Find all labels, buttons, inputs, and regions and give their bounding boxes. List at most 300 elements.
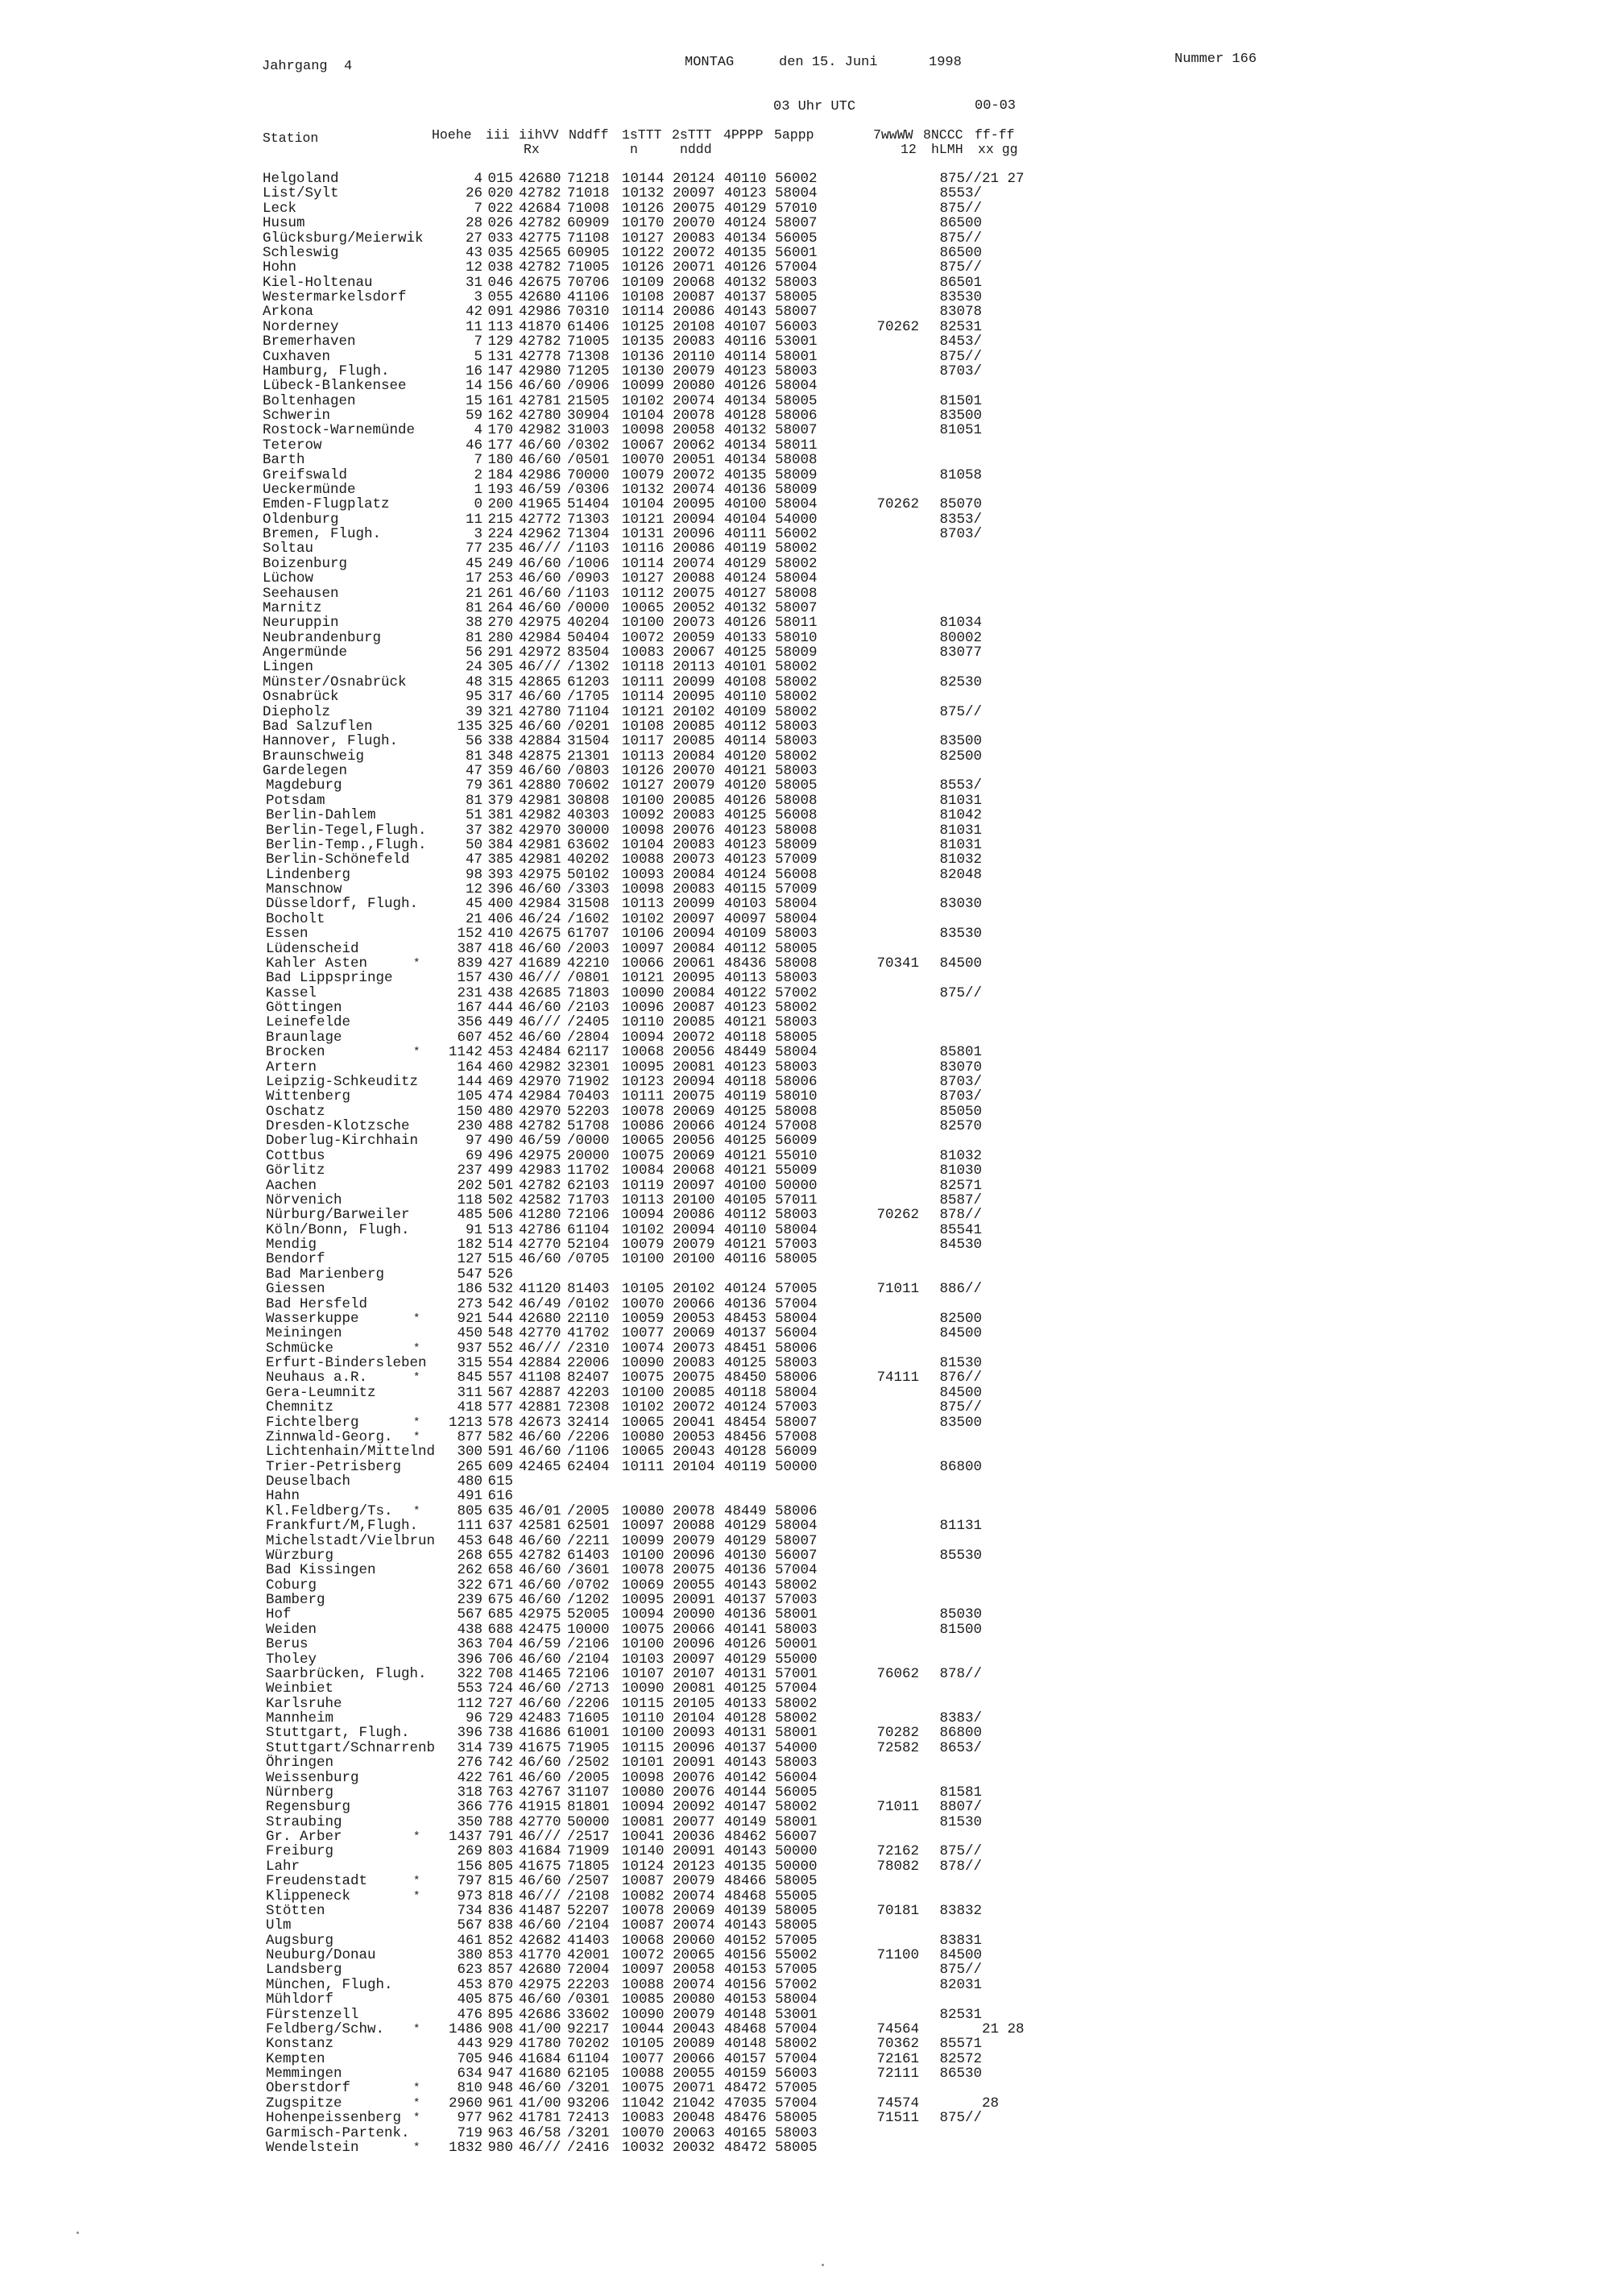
2sttt-value: 20072 [673,1399,715,1416]
iihvv-value: 42981 [519,852,561,868]
iii-value: 348 [487,748,513,765]
iihvv-value: 46/// [519,1829,561,1845]
1sttt-value: 10065 [622,1414,665,1431]
hoehe-value: 396 [457,1651,482,1668]
8nccc-value: 86501 [939,274,982,291]
2sttt-value: 20060 [673,1932,715,1949]
2sttt-value: 20043 [673,1444,715,1461]
iihvv-value: 42975 [519,1976,561,1993]
8nccc-value: 875// [939,703,982,720]
iii-value: 315 [487,673,513,690]
8nccc-value: 85030 [939,1606,982,1623]
8nccc-value: 84500 [939,955,982,972]
iihvv-value: 42975 [519,1606,561,1623]
5appp-value: 50000 [775,1858,818,1875]
4pppp-value: 40112 [724,1207,767,1224]
4pppp-value: 40100 [724,1177,767,1194]
4pppp-value: 40109 [724,926,767,943]
4pppp-value: 40119 [724,1088,767,1105]
nddff-value: 41403 [567,1932,610,1949]
iii-value: 438 [487,984,513,1001]
4pppp-value: 40119 [724,1458,767,1475]
hoehe-value: 152 [457,926,482,943]
nddff-value: 42203 [567,1384,610,1401]
iii-value: 803 [487,1843,513,1860]
2sttt-value: 20070 [673,215,715,232]
station-name: Soltau [263,541,314,557]
1sttt-value: 10132 [622,481,665,498]
4pppp-value: 40129 [724,200,767,217]
nddff-value: /2206 [567,1428,610,1445]
5appp-value: 58002 [775,748,818,765]
4pppp-value: 40109 [724,703,767,720]
nddff-value: /1103 [567,541,610,557]
4pppp-value: 40118 [724,1029,767,1046]
nddff-value: /0201 [567,718,610,735]
nddff-value: 31508 [567,896,610,913]
iihvv-value: 41915 [519,1799,561,1816]
5appp-value: 53001 [775,334,818,350]
7wwww-value: 74111 [876,1370,919,1386]
nddff-value: 71902 [567,1073,610,1090]
iihvv-value: 46/// [519,541,561,557]
iihvv-value: 42782 [519,1547,561,1564]
2sttt-value: 20104 [673,1710,715,1726]
mountain-marker: * [413,1889,420,1903]
nddff-value: 71108 [567,230,610,247]
hoehe-value: 21 [465,585,482,602]
station-name: Trier-Petrisberg [266,1458,402,1475]
hoehe-value: 11 [465,511,482,528]
1sttt-value: 10093 [622,866,665,883]
iii-value: 708 [487,1665,513,1682]
2sttt-value: 20078 [673,1502,715,1519]
iihvv-value: 46/60 [519,1577,561,1594]
hoehe-value: 45 [465,896,482,913]
4pppp-value: 40133 [724,629,767,646]
5appp-value: 58004 [775,1991,818,2008]
station-name: Fichtelberg [266,1414,359,1431]
iii-value: 224 [487,526,513,542]
2sttt-value: 20068 [673,1163,715,1179]
1sttt-value: 10070 [622,452,665,469]
iii-value: 410 [487,926,513,943]
4pppp-value: 40129 [724,1532,767,1549]
station-name: Boizenburg [263,555,348,572]
iii-value: 430 [487,970,513,987]
1sttt-value: 10111 [622,673,665,690]
mountain-marker: * [413,2022,420,2036]
col-nddff: Nddff [569,127,609,143]
1sttt-value: 10094 [622,1207,665,1224]
5appp-value: 58007 [775,599,818,616]
1sttt-value: 10098 [622,1769,665,1786]
iii-value: 578 [487,1414,513,1431]
station-name: Michelstadt/Vielbrun [266,1532,436,1549]
nddff-value: 71805 [567,1858,610,1875]
2sttt-value: 20096 [673,1636,715,1653]
nddff-value: /2104 [567,1651,610,1668]
2sttt-value: 20095 [673,970,715,987]
iii-value: 418 [487,940,513,957]
nddff-value: /3201 [567,2124,610,2141]
2sttt-value: 20074 [673,481,715,498]
5appp-value: 57008 [775,1428,818,1445]
2sttt-value: 20069 [673,1325,715,1342]
1sttt-value: 10110 [622,1014,665,1031]
col-iii: iii [486,127,510,143]
4pppp-value: 40136 [724,1295,767,1312]
period-label: 00-03 [975,98,1017,114]
1sttt-value: 10087 [622,1873,665,1890]
iihvv-value: 46/// [519,1014,561,1031]
station-name: Bad Salzuflen [263,718,373,735]
station-name: Lüchow [263,570,314,587]
iihvv-value: 42782 [519,215,561,232]
iihvv-value: 46/60 [519,1428,561,1445]
1sttt-value: 10102 [622,1221,665,1238]
iii-value: 180 [487,452,513,469]
2sttt-value: 20079 [673,1237,715,1253]
nddff-value: 72106 [567,1665,610,1682]
1sttt-value: 10101 [622,1755,665,1772]
hoehe-value: 797 [457,1873,482,1890]
1sttt-value: 10116 [622,541,665,557]
station-name: Braunschweig [263,748,365,765]
5appp-value: 58006 [775,1340,818,1357]
4pppp-value: 40147 [724,1799,767,1816]
iii-value: 554 [487,1355,513,1371]
hoehe-value: 839 [457,955,482,972]
nddff-value: 71005 [567,259,610,276]
iihvv-value: 42673 [519,1414,561,1431]
observation-time: 03 Uhr UTC [773,99,856,114]
1sttt-value: 10100 [622,1547,665,1564]
5appp-value: 58002 [775,555,818,572]
1sttt-value: 10041 [622,1829,665,1845]
nddff-value: /1103 [567,585,610,602]
5appp-value: 55010 [775,1147,818,1164]
1sttt-value: 10114 [622,304,665,321]
iii-value: 396 [487,881,513,897]
iii-value: 035 [487,244,513,261]
nddff-value: 33602 [567,2006,610,2023]
nddff-value: /0000 [567,599,610,616]
hoehe-value: 46 [465,437,482,454]
5appp-value: 50001 [775,1636,818,1653]
8nccc-value: 886// [939,1281,982,1298]
2sttt-value: 20036 [673,1829,715,1845]
5appp-value: 58003 [775,1755,818,1772]
8nccc-value: 875// [939,259,982,276]
iii-value: 838 [487,1917,513,1934]
iii-value: 496 [487,1147,513,1164]
1sttt-value: 10082 [622,1888,665,1904]
1sttt-value: 10102 [622,1399,665,1416]
5appp-value: 58005 [775,1917,818,1934]
station-name: Berus [266,1636,309,1653]
iii-value: 020 [487,185,513,202]
2sttt-value: 20071 [673,2080,715,2097]
col-iihvv-sub: Rx [524,142,540,157]
2sttt-value: 20087 [673,1000,715,1016]
7wwww-value: 70181 [876,1902,919,1919]
nddff-value: 40202 [567,852,610,868]
8nccc-value: 81030 [939,1163,982,1179]
1sttt-value: 10107 [622,1665,665,1682]
iii-value: 026 [487,215,513,232]
iii-value: 791 [487,1829,513,1845]
8nccc-value: 85050 [939,1103,982,1120]
1sttt-value: 10090 [622,1681,665,1697]
station-name: Chemnitz [266,1399,334,1416]
8nccc-value: 84500 [939,1325,982,1342]
station-name: Wendelstein [266,2139,359,2156]
nddff-value: 52005 [567,1606,610,1623]
hoehe-value: 265 [457,1458,482,1475]
8nccc-value: 83831 [939,1932,982,1949]
col-1sttt-sub: n [630,142,638,157]
iihvv-value: 46/60 [519,940,561,957]
station-name: Cottbus [266,1147,325,1164]
station-name: Bad Kissingen [266,1562,376,1579]
iihvv-value: 42772 [519,511,561,528]
station-name: Saarbrücken, Flugh. [266,1665,427,1682]
nddff-value: 52203 [567,1103,610,1120]
station-name: Mannheim [266,1710,334,1726]
5appp-value: 58009 [775,466,818,483]
hoehe-value: 396 [457,1725,482,1742]
iii-value: 264 [487,599,513,616]
iihvv-value: 42675 [519,926,561,943]
2sttt-value: 20076 [673,1784,715,1801]
station-name: Giessen [266,1281,325,1298]
1sttt-value: 10104 [622,408,665,424]
2sttt-value: 20059 [673,629,715,646]
2sttt-value: 20107 [673,1665,715,1682]
iii-value: 501 [487,1177,513,1194]
nddff-value: 71703 [567,1192,610,1208]
nddff-value: 62501 [567,1518,610,1535]
hoehe-value: 237 [457,1163,482,1179]
4pppp-value: 40123 [724,822,767,839]
8nccc-value: 81032 [939,852,982,868]
col-7wwww-sub: 12 [901,142,917,157]
hoehe-value: 150 [457,1103,482,1120]
hoehe-value: 350 [457,1813,482,1830]
4pppp-value: 40127 [724,585,767,602]
4pppp-value: 40100 [724,496,767,513]
iihvv-value: 42680 [519,1310,561,1327]
4pppp-value: 40133 [724,1695,767,1712]
iii-value: 836 [487,1902,513,1919]
1sttt-value: 10121 [622,511,665,528]
iihvv-value: 41781 [519,2110,561,2127]
nddff-value: 72413 [567,2110,610,2127]
nddff-value: 70202 [567,2036,610,2053]
5appp-value: 58001 [775,1725,818,1742]
station-name: Diepholz [263,703,331,720]
5appp-value: 58008 [775,792,818,809]
hoehe-value: 311 [457,1384,482,1401]
station-name: Mühldorf [266,1991,334,2008]
1sttt-value: 10098 [622,881,665,897]
5appp-value: 57003 [775,1237,818,1253]
1sttt-value: 10115 [622,1695,665,1712]
hoehe-value: 16 [465,363,482,379]
7wwww-value: 78082 [876,1858,919,1875]
hoehe-value: 2 [474,466,482,483]
2sttt-value: 20073 [673,615,715,632]
hoehe-value: 7 [474,334,482,350]
4pppp-value: 48462 [724,1829,767,1845]
iihvv-value: 46/60 [519,689,561,706]
station-name: Leinefelde [266,1014,351,1031]
iii-value: 452 [487,1029,513,1046]
station-name: Wittenberg [266,1088,351,1105]
2sttt-value: 20075 [673,1562,715,1579]
hoehe-value: 28 [465,215,482,232]
nddff-value: 52207 [567,1902,610,1919]
4pppp-value: 40124 [724,1399,767,1416]
iihvv-value: 42782 [519,185,561,202]
iii-value: 131 [487,348,513,365]
col-4pppp: 4PPPP [723,127,764,143]
5appp-value: 57009 [775,852,818,868]
4pppp-value: 40148 [724,2006,767,2023]
1sttt-value: 10096 [622,1000,665,1016]
1sttt-value: 10124 [622,1858,665,1875]
5appp-value: 57005 [775,2080,818,2097]
4pppp-value: 48472 [724,2139,767,2156]
iii-value: 022 [487,200,513,217]
5appp-value: 58007 [775,1532,818,1549]
5appp-value: 58008 [775,1103,818,1120]
iihvv-value: 42782 [519,1177,561,1194]
2sttt-value: 20093 [673,1725,715,1742]
2sttt-value: 20053 [673,1428,715,1445]
iihvv-value: 42865 [519,673,561,690]
4pppp-value: 48456 [724,1428,767,1445]
station-name: Weiden [266,1621,317,1638]
station-name: Freudenstadt [266,1873,368,1890]
iii-value: 502 [487,1192,513,1208]
hoehe-value: 1832 [448,2139,482,2156]
8nccc-value: 82530 [939,673,982,690]
hoehe-value: 39 [465,703,482,720]
1sttt-value: 10121 [622,970,665,987]
nddff-value: 20000 [567,1147,610,1164]
5appp-value: 55005 [775,1888,818,1904]
5appp-value: 58004 [775,1044,818,1061]
7wwww-value: 71511 [876,2110,919,2127]
4pppp-value: 40165 [724,2124,767,2141]
1sttt-value: 10099 [622,378,665,395]
station-name: Berlin-Tegel,Flugh. [266,822,427,839]
1sttt-value: 10118 [622,659,665,676]
5appp-value: 58001 [775,348,818,365]
7wwww-value: 71100 [876,1947,919,1963]
station-name: Stuttgart/Schnarrenb [266,1739,436,1756]
2sttt-value: 20074 [673,555,715,572]
1sttt-value: 10097 [622,940,665,957]
iihvv-value: 41120 [519,1281,561,1298]
8nccc-value: 81032 [939,1147,982,1164]
iihvv-value: 42782 [519,259,561,276]
iihvv-value: 42675 [519,274,561,291]
hoehe-value: 450 [457,1325,482,1342]
nddff-value: 62105 [567,2066,610,2082]
station-name: Deuselbach [266,1473,351,1490]
8nccc-value: 83832 [939,1902,982,1919]
iii-value: 962 [487,2110,513,2127]
2sttt-value: 20089 [673,2036,715,2053]
1sttt-value: 10085 [622,1991,665,2008]
nddff-value: 51404 [567,496,610,513]
nddff-value: /3201 [567,2080,610,2097]
iii-value: 156 [487,378,513,395]
5appp-value: 58003 [775,718,818,735]
nddff-value: /1602 [567,910,610,927]
iihvv-value: 42782 [519,334,561,350]
1sttt-value: 10117 [622,733,665,750]
1sttt-value: 10102 [622,392,665,409]
station-name: Zinnwald-Georg. [266,1428,393,1445]
iii-value: 742 [487,1755,513,1772]
station-name: Bremerhaven [263,334,356,350]
jahrgang-label: Jahrgang 4 [262,59,353,74]
1sttt-value: 10115 [622,1739,665,1756]
iihvv-value: 42475 [519,1621,561,1638]
2sttt-value: 20062 [673,437,715,454]
2sttt-value: 20067 [673,644,715,661]
4pppp-value: 48476 [724,2110,767,2127]
5appp-value: 58005 [775,289,818,305]
station-name: Memmingen [266,2066,342,2082]
iii-value: 033 [487,230,513,247]
5appp-value: 58007 [775,304,818,321]
iihvv-value: 46/60 [519,1651,561,1668]
hoehe-value: 127 [457,1251,482,1268]
5appp-value: 53001 [775,2006,818,2023]
iii-value: 460 [487,1059,513,1075]
col-2sttt: 2sTTT [672,127,712,143]
iihvv-value: 42975 [519,1147,561,1164]
5appp-value: 58004 [775,185,818,202]
hoehe-value: 182 [457,1237,482,1253]
station-name: Konstanz [266,2036,334,2053]
hoehe-value: 7 [474,452,482,469]
station-name: Husum [263,215,305,232]
iihvv-value: 42887 [519,1384,561,1401]
mountain-marker: * [413,2096,420,2110]
4pppp-value: 48468 [724,2020,767,2037]
8nccc-value: 83070 [939,1059,982,1075]
hoehe-value: 973 [457,1888,482,1904]
4pppp-value: 40128 [724,1710,767,1726]
2sttt-value: 20079 [673,777,715,794]
ff-value: 28 [982,2095,1000,2112]
5appp-value: 55009 [775,1163,818,1179]
nddff-value: 60905 [567,244,610,261]
iii-value: 515 [487,1251,513,1268]
station-name: Magdeburg [266,777,342,794]
nddff-value: 71218 [567,171,610,187]
1sttt-value: 10119 [622,1177,665,1194]
hoehe-value: 845 [457,1370,482,1386]
2sttt-value: 20073 [673,1340,715,1357]
4pppp-value: 40134 [724,230,767,247]
